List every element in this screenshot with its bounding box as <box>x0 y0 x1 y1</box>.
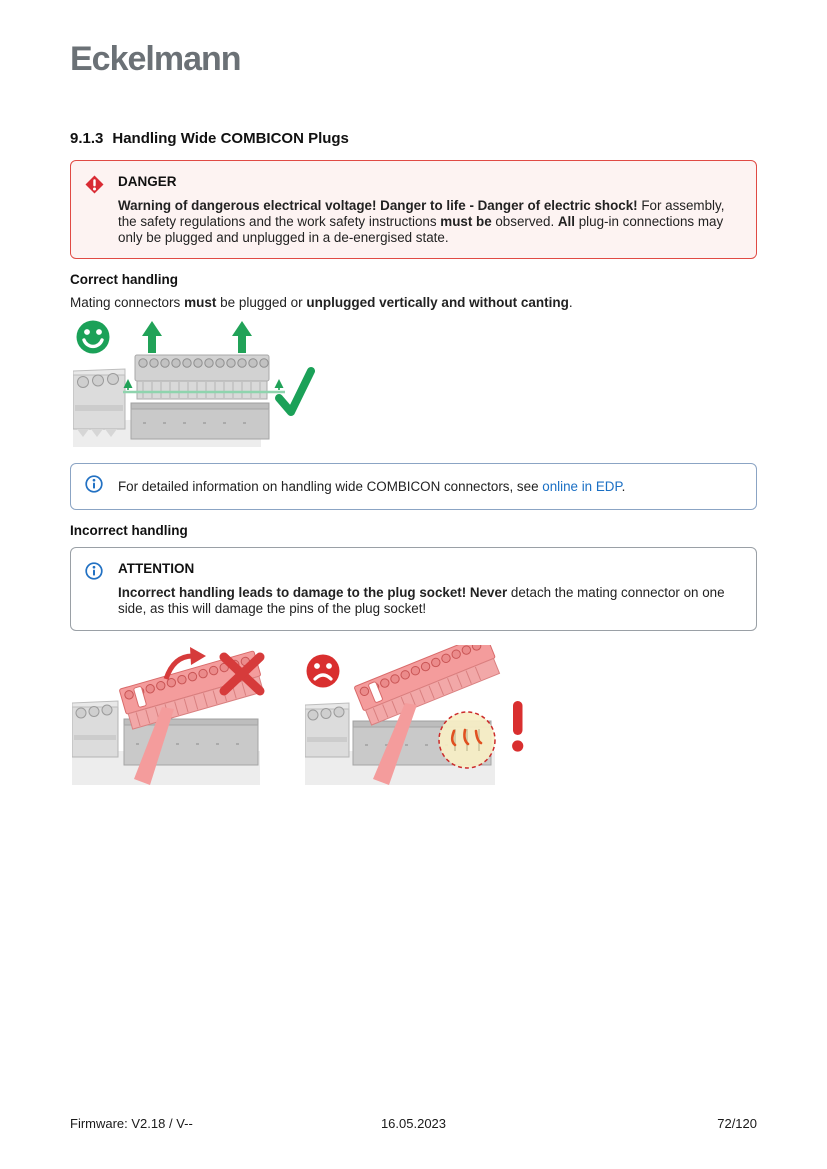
section-number: 9.1.3 <box>70 130 104 147</box>
danger-bold-1: Warning of dangerous electrical voltage! Danger to life - Danger of electric shock! <box>118 198 638 213</box>
attention-icon-column <box>85 561 105 617</box>
info-text <box>118 479 625 494</box>
danger-body <box>118 198 740 246</box>
danger-title: DANGER <box>118 174 177 189</box>
eckelmann-logo: Eckelmann <box>70 40 241 78</box>
incorrect-illustrations <box>72 645 757 785</box>
danger-bold-3: All <box>557 214 576 229</box>
info-icon-column <box>85 475 105 498</box>
page-footer <box>70 1116 757 1131</box>
info-icon <box>85 475 103 493</box>
plug-socket <box>131 403 269 439</box>
info-text-before: For detailed information on handling wide COMBICON connectors, see <box>118 479 543 494</box>
attention-text-1: detach the mating connector on one side, as this will damage the pins of the plug socket! <box>118 585 725 616</box>
footer-firmware: Firmware: V2.18 / V-- <box>70 1116 193 1131</box>
up-arrow-icon <box>142 321 162 353</box>
left-terminal-block <box>73 369 125 437</box>
info-icon <box>85 562 103 580</box>
page-title <box>70 130 757 147</box>
section-title: Handling Wide COMBICON Plugs <box>112 130 349 147</box>
danger-bold-2: must be <box>440 214 492 229</box>
exclamation-icon <box>512 701 523 752</box>
footer-date: 16.05.2023 <box>380 1116 447 1131</box>
correct-handling-heading: Correct handling <box>70 272 179 287</box>
correct-handling-illustration <box>73 319 315 449</box>
bent-pins-highlight <box>439 712 495 768</box>
attention-bold-1: Incorrect handling leads to damage to the plug socket! Never <box>118 585 508 600</box>
incorrect-handling-heading: Incorrect handling <box>70 523 188 538</box>
correct-handling-sentence <box>70 295 757 310</box>
page-content <box>70 130 757 785</box>
attention-title: ATTENTION <box>118 561 195 576</box>
danger-text-2: observed. <box>491 214 558 229</box>
correct-text-2: be plugged or <box>216 295 307 310</box>
info-text-after: . <box>621 479 626 494</box>
danger-diamond-icon <box>85 175 104 194</box>
attention-body <box>118 585 740 617</box>
sad-face-icon <box>307 655 340 688</box>
edp-link[interactable]: online in EDP <box>542 479 622 494</box>
up-arrow-icon <box>232 321 252 353</box>
incorrect-handling-illustration-canting <box>72 645 294 785</box>
footer-page-number: 72/120 <box>717 1116 757 1131</box>
correct-bold-2: unplugged vertically and without canting <box>306 295 569 310</box>
left-terminal-block <box>72 701 118 757</box>
attention-content <box>118 561 740 617</box>
correct-bold-1: must <box>184 295 217 310</box>
incorrect-handling-illustration-damage <box>305 645 533 785</box>
danger-icon-column <box>85 174 105 246</box>
danger-text-1: For assembly, the safety regulations and the work safety instructions <box>118 198 725 229</box>
tilted-connector <box>354 645 501 726</box>
info-box <box>70 463 757 510</box>
danger-content <box>118 174 740 246</box>
correct-text-1: Mating connectors <box>70 295 185 310</box>
smiley-face-icon <box>77 321 110 354</box>
left-terminal-block <box>305 703 349 757</box>
danger-text-3: plug-in connections may only be plugged and unplugged in a de-energised state. <box>118 214 724 245</box>
danger-box <box>70 160 757 259</box>
correct-text-3: . <box>568 295 573 310</box>
attention-box <box>70 547 757 631</box>
